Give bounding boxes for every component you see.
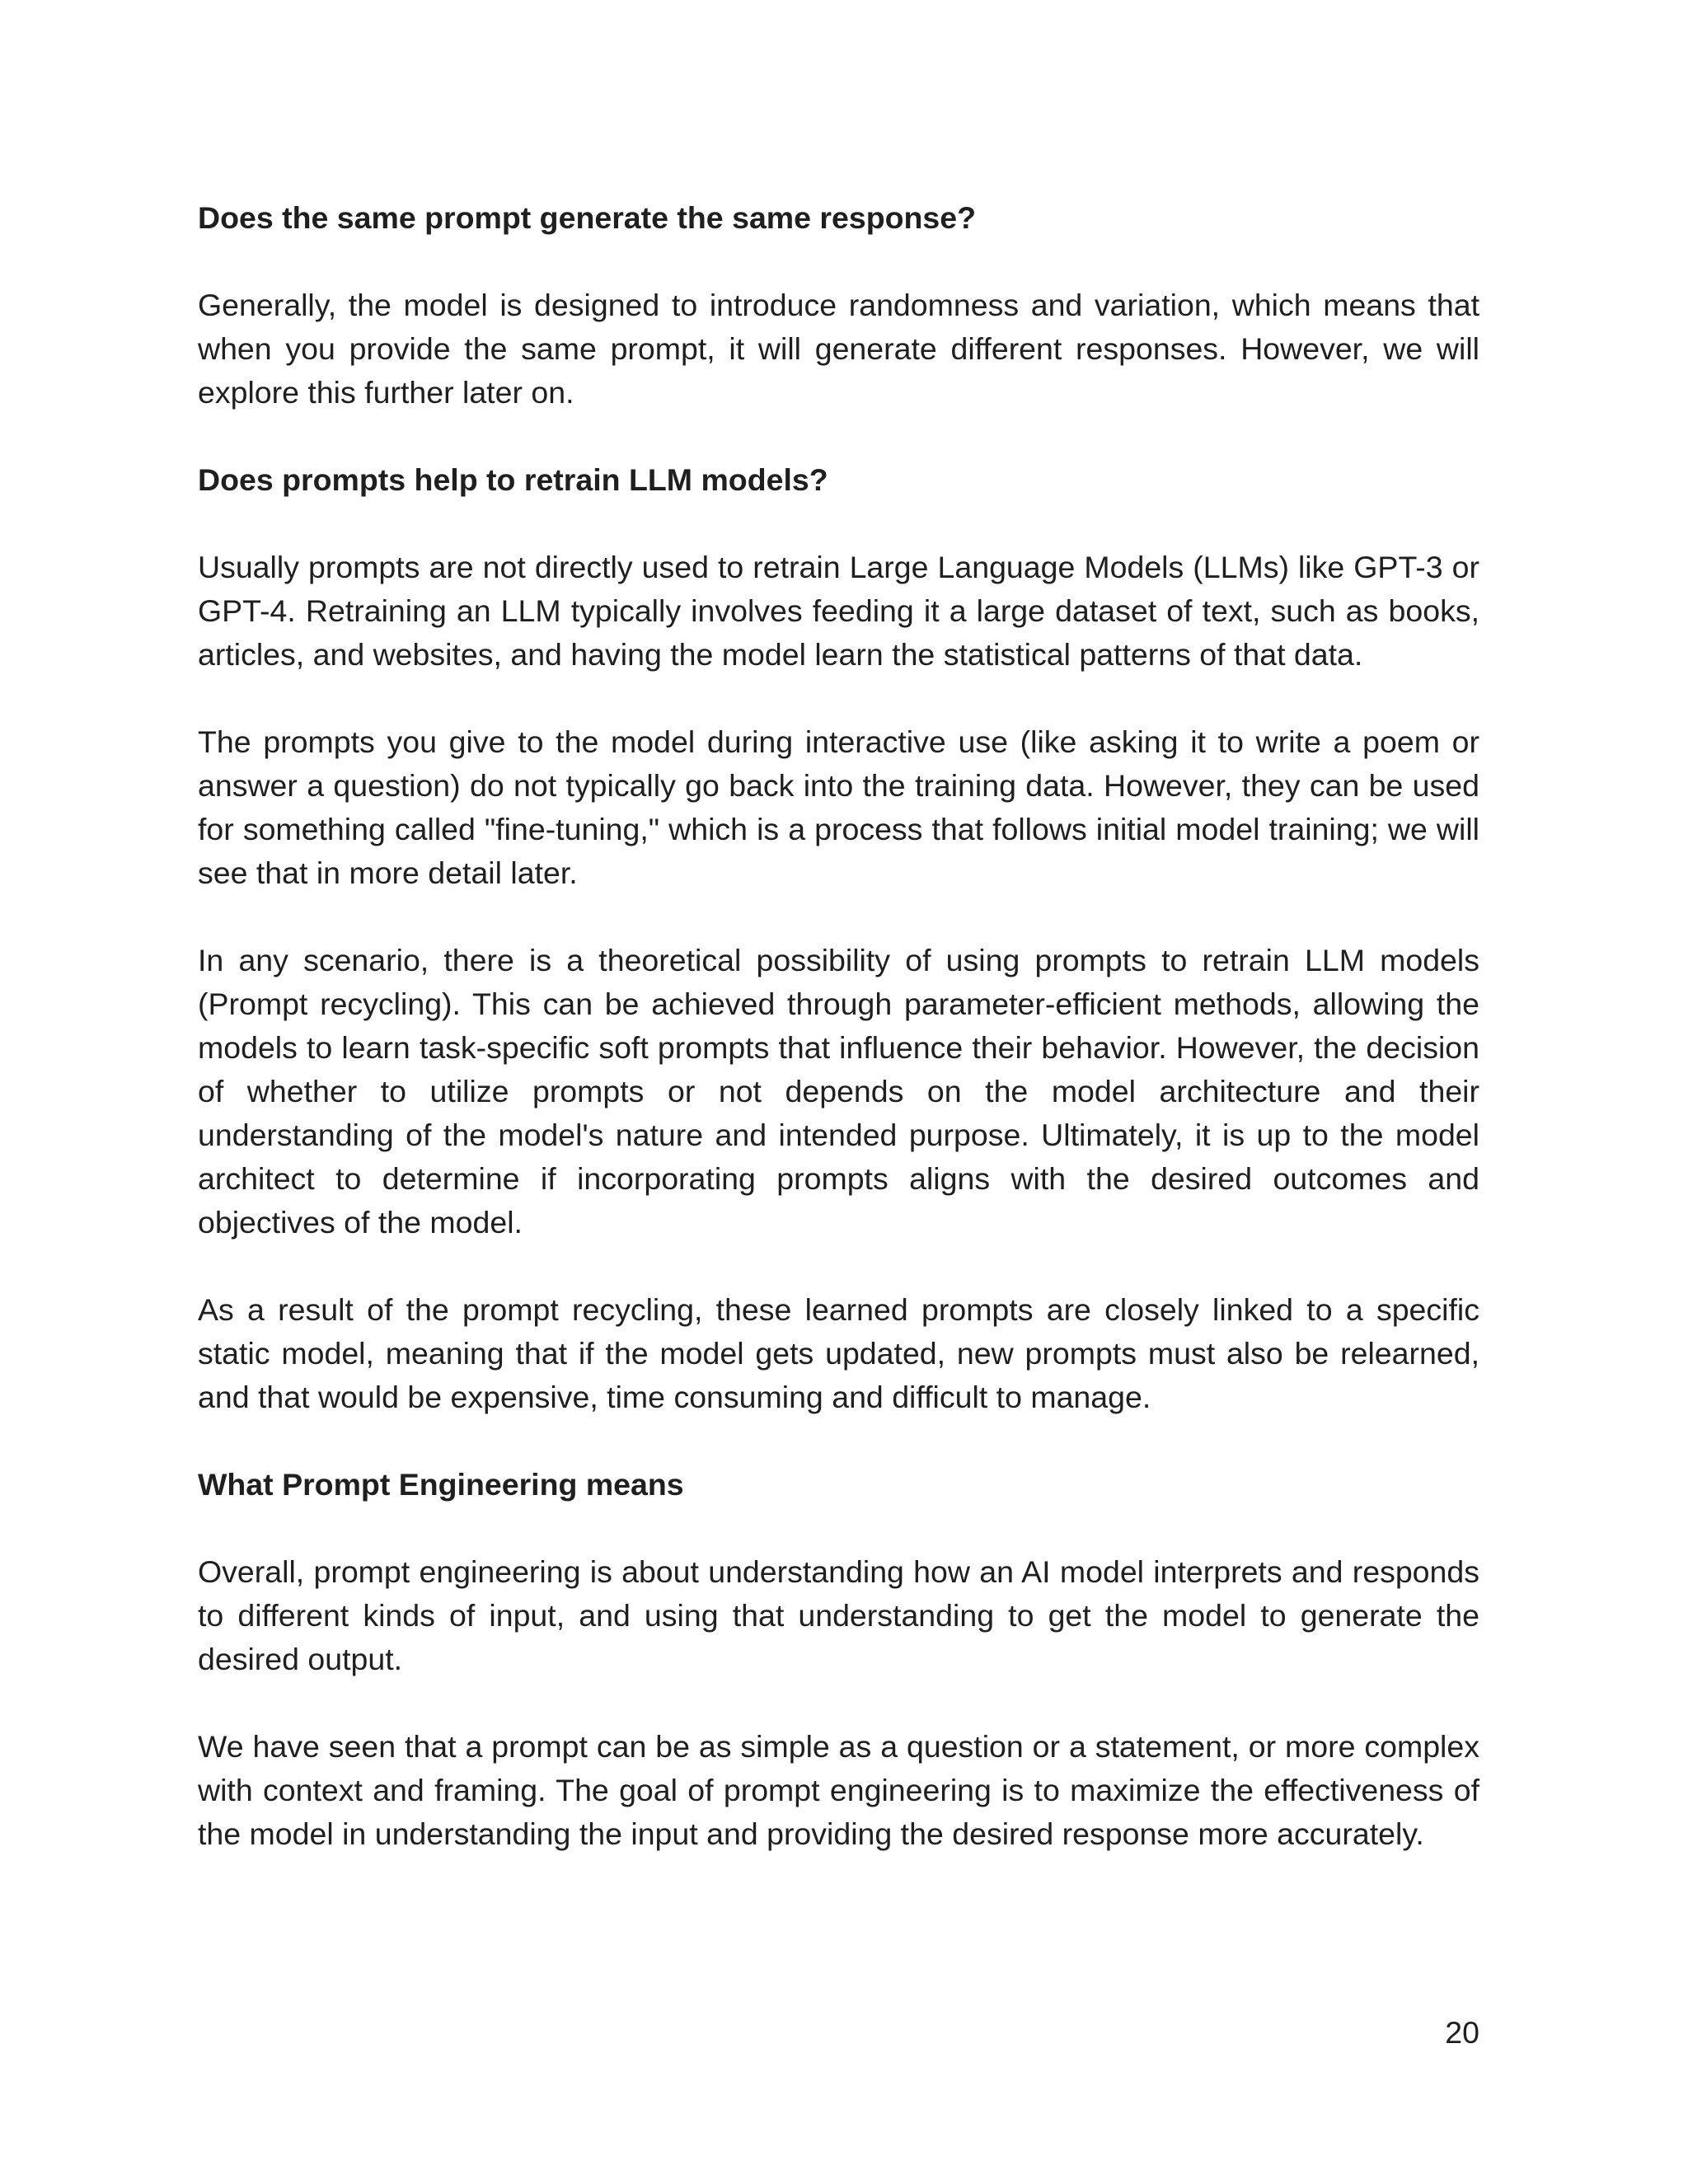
- spacer: [198, 677, 1479, 720]
- spacer: [198, 502, 1479, 546]
- section-heading: Does the same prompt generate the same response?: [198, 200, 977, 235]
- spacer: [198, 895, 1479, 939]
- spacer: [198, 1419, 1479, 1463]
- page-body: [198, 196, 1479, 1856]
- paragraph: We have seen that a prompt can be as simple as a question or a statement, or more complex with context and framing. The goal of prompt engineering is to maximize the effectiveness of the model in understanding the input and providing the desired response more accurately.: [198, 1729, 1479, 1851]
- spacer: [198, 1507, 1479, 1550]
- spacer: [198, 415, 1479, 458]
- paragraph: Overall, prompt engineering is about understanding how an AI model interprets and responds to different kinds of input, and using that understanding to get the model to generate the desired output.: [198, 1554, 1479, 1676]
- spacer: [198, 1244, 1479, 1288]
- paragraph: Generally, the model is designed to introduce randomness and variation, which means that when you provide the same prompt, it will generate different responses. However, we will explore this further later on.: [198, 288, 1479, 410]
- paragraph: Usually prompts are not directly used to retrain Large Language Models (LLMs) like GPT-3 or GPT-4. Retraining an LLM typically involves feeding it a large dataset of text, such as books, articles, and websites, and having the model learn the statistical patterns of that data.: [198, 550, 1479, 672]
- section-heading: What Prompt Engineering means: [198, 1467, 684, 1502]
- paragraph: The prompts you give to the model during interactive use (like asking it to write a poem or answer a question) do not typically go back into the training data. However, they can be used for something called "fine-tuning," which is a process that follows initial model training; we will see that in more detail later.: [198, 724, 1479, 890]
- page-number: 20: [1445, 2015, 1479, 2050]
- spacer: [198, 240, 1479, 284]
- section-heading: Does prompts help to retrain LLM models?: [198, 462, 828, 497]
- paragraph: In any scenario, there is a theoretical possibility of using prompts to retrain LLM models (Prompt recycling). This can be achieved through parameter-efficient methods, allowing the models to learn task-specific soft prompts that influence their behavior. However, the decision of whether to utilize prompts or not depends on the model architecture and their understanding of the model's nature and intended purpose. Ultimately, it is up to the model architect to determine if incorporating prompts aligns with the desired outcomes and objectives of the model.: [198, 943, 1479, 1240]
- paragraph: As a result of the prompt recycling, these learned prompts are closely linked to a specific static model, meaning that if the model gets updated, new prompts must also be relearned, and that would be expensive, time consuming and difficult to manage.: [198, 1292, 1479, 1414]
- spacer: [198, 1681, 1479, 1725]
